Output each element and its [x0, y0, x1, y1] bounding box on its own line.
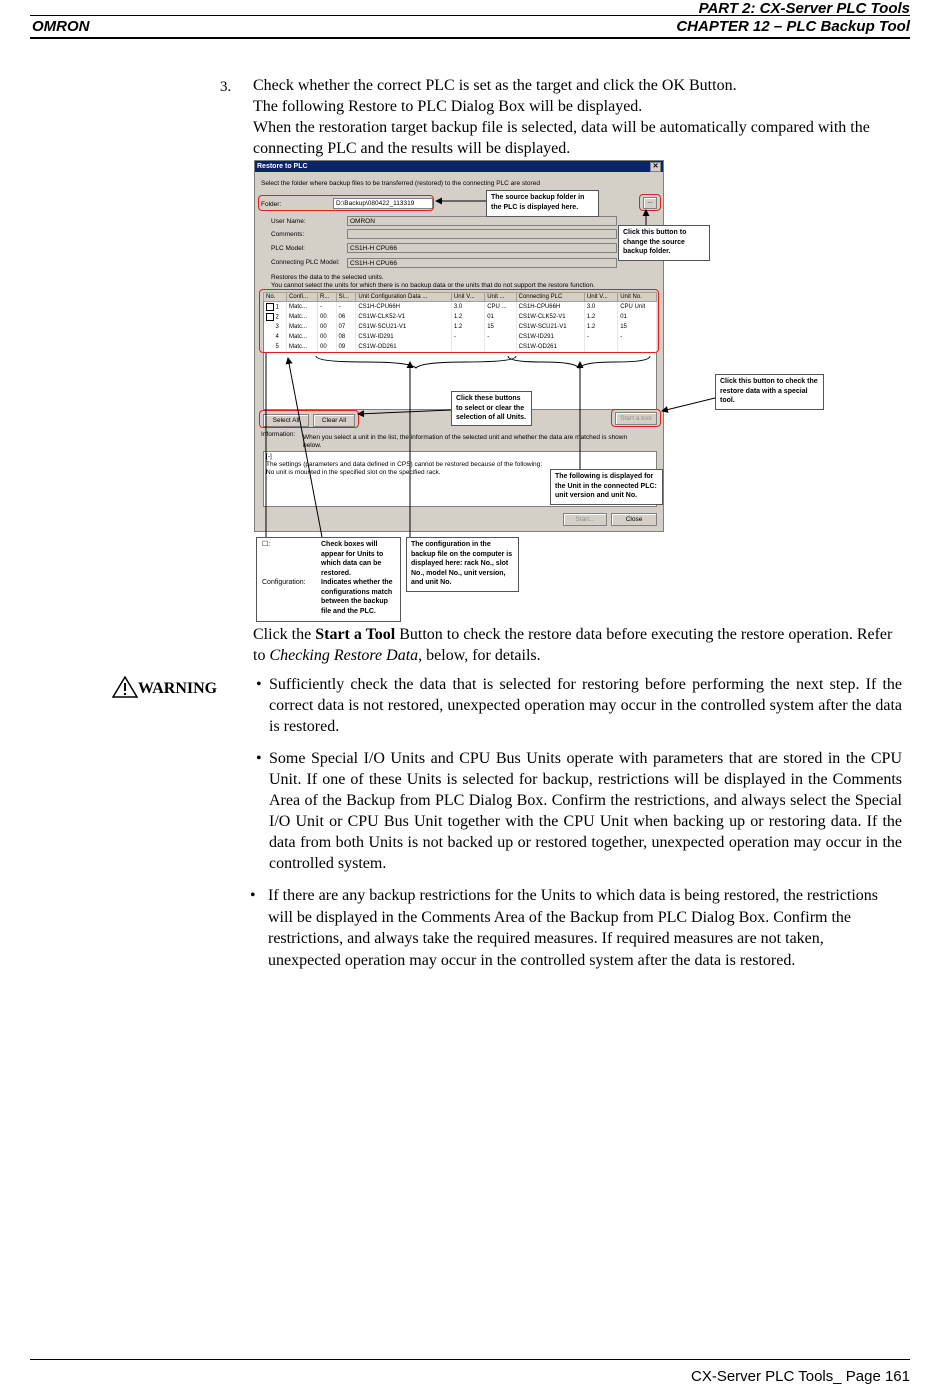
dialog-title: Restore to PLC	[257, 163, 308, 170]
select-all-button[interactable]: Select All	[263, 414, 309, 427]
column-header[interactable]: Unit Configuration Data ...	[356, 293, 452, 302]
table-cell: -	[336, 302, 356, 313]
column-header[interactable]: Unit V...	[584, 293, 617, 302]
table-cell: 00	[318, 312, 337, 322]
callout-change-folder: Click this button to change the source backup folder.	[618, 225, 710, 261]
legend-box	[256, 537, 401, 622]
warning-bullet-1	[256, 674, 902, 737]
info-line-1: [-]	[266, 453, 272, 460]
step-number: 3.	[220, 79, 232, 95]
table-cell: 1.2	[451, 322, 484, 332]
start-tool-paragraph	[253, 624, 903, 666]
plc-model-field: CS1H-H CPU66	[347, 243, 617, 253]
row-number: 3	[275, 324, 279, 330]
table-cell: CS1W-SCU21-V1	[356, 322, 452, 332]
user-name-label: User Name:	[271, 218, 306, 225]
table-cell: 06	[336, 312, 356, 322]
close-button[interactable]: Close	[611, 513, 657, 526]
arrow-select-clear	[358, 410, 451, 414]
table-cell: -	[318, 302, 337, 313]
table-cell: -	[451, 332, 484, 342]
warning-bullet-2	[256, 748, 902, 874]
header-chapter: CHAPTER 12 – PLC Backup Tool	[676, 18, 910, 35]
header-part: PART 2: CX-Server PLC Tools	[698, 0, 910, 17]
info-line-2: The settings (parameters and data defined in CPS) cannot be restored because of the following:	[266, 461, 543, 468]
table-cell: Matc...	[287, 332, 318, 342]
column-header[interactable]: Confi...	[287, 293, 318, 302]
bullet-icon: •	[256, 750, 262, 767]
step-line-2: The following Restore to PLC Dialog Box will be displayed.	[253, 98, 643, 115]
table-cell: 15	[618, 322, 657, 332]
table-cell: CS1W-SCU21-V1	[516, 322, 584, 332]
table-cell: -	[485, 332, 516, 342]
browse-button[interactable]: ...	[643, 197, 657, 209]
after-post: , below, for details.	[418, 647, 541, 664]
table-cell: 1.2	[584, 312, 617, 322]
table-cell: CS1H-CPU66H	[356, 302, 452, 313]
table-cell: 15	[485, 322, 516, 332]
folder-label: Folder:	[261, 201, 282, 208]
table-cell: 07	[336, 322, 356, 332]
connecting-model-field: CS1H-H CPU66	[347, 258, 617, 268]
callout-start-tool: Click this button to check the restore data with a special tool.	[715, 374, 824, 410]
warning-bullet-3	[250, 885, 890, 971]
legend-config-desc: Indicates whether the configurations match between the backup file and the PLC.	[321, 579, 393, 615]
legend-config-term: Configuration:	[262, 579, 306, 586]
warning-triangle-icon	[112, 676, 138, 698]
row-number: 2	[275, 314, 279, 321]
table-cell: Matc...	[287, 312, 318, 322]
table-cell: 08	[336, 332, 356, 342]
table-cell: CS1W-OD261	[516, 342, 584, 352]
callout-select-clear: Click these buttons to select or clear the selection of all Units.	[451, 391, 532, 426]
restore-note-2: You cannot select the units for which there is no backup data or the units that do not support the restore function.	[271, 282, 595, 289]
callout-connected-unit: The following is displayed for the Unit in the connected PLC: unit version and unit No.	[550, 469, 663, 505]
legend-checkbox-term: ☐:	[262, 541, 271, 548]
legend-checkbox-desc: Check boxes will appear for Units to which data can be restored.	[321, 541, 384, 577]
warning-bullet-3-text: If there are any backup restrictions for the Units to which data is being restored, the restrictions will be displayed in the Comments Area of the Backup from PLC Dialog Box. Confirm the restrictions, and always take the required measures. If required measures are not taken, unexpected operation may occur in the controlled system after the data is restored.	[268, 887, 879, 969]
callout-config-file: The configuration in the backup file on the computer is displayed here: rack No., slot No., model No., unit version, and unit No.	[406, 537, 519, 592]
table-cell: -	[584, 332, 617, 342]
footer-rule	[30, 1359, 910, 1360]
callout-source-folder: The source backup folder in the PLC is displayed here.	[486, 190, 599, 217]
footer-page: CX-Server PLC Tools_ Page 161	[690, 1368, 910, 1385]
warning-bullet-1-text: Sufficiently check the data that is selected for restoring before performing the next step. If the correct data is not restored, unexpected operation may occur in the controlled system after the data is restored.	[269, 676, 902, 735]
table-cell: 01	[618, 312, 657, 322]
table-cell: CS1W-CLK52-V1	[356, 312, 452, 322]
arrow-start-tool	[662, 398, 715, 411]
start-button[interactable]: Start...	[563, 513, 607, 526]
column-header[interactable]: Connecting PLC	[516, 293, 584, 302]
step-line-3: When the restoration target backup file is selected, data will be automatically compared with the connecting PLC and the results will be displayed.	[253, 119, 870, 157]
column-header[interactable]: No.	[264, 293, 287, 302]
table-cell: 00	[318, 342, 337, 352]
column-header[interactable]: Unit No.	[618, 293, 657, 302]
row-number: 1	[275, 304, 279, 311]
header-brand: OMRON	[32, 18, 90, 35]
after-bold: Start a Tool	[315, 626, 396, 643]
dialog-instruction: Select the folder where backup files to be transferred (restored) to the connecting PLC are stored	[261, 180, 540, 187]
table-cell: CS1W-CLK52-V1	[516, 312, 584, 322]
table-cell: 1.2	[584, 322, 617, 332]
column-header[interactable]: Unit ...	[485, 293, 516, 302]
arrow-checkbox	[288, 358, 322, 537]
table-cell: CS1W-ID291	[516, 332, 584, 342]
table-cell: 3.0	[584, 302, 617, 313]
table-cell: CS1W-ID291	[356, 332, 452, 342]
restore-note-1: Restores the data to the selected units.	[271, 274, 384, 281]
warning-label-block	[112, 676, 217, 698]
table-cell: 1.2	[451, 312, 484, 322]
column-header[interactable]: Sl...	[336, 293, 356, 302]
table-cell: 09	[336, 342, 356, 352]
table-cell: CS1H-CPU66H	[516, 302, 584, 313]
warning-bullet-2-text: Some Special I/O Units and CPU Bus Units operate with parameters that are stored in the CPU Unit. If one of these Units is selected for backup, restrictions will be displayed in the Comments Area of the Backup from PLC Dialog Box. Confirm the restrictions, and always select the Special I/O Unit or CPU Bus Unit together with the CPU Unit when backing up or restoring data. If the data from both Units is not backed up or restored together, unexpected operation may occur in the controlled system.	[269, 750, 902, 872]
table-cell: 3.0	[451, 302, 484, 313]
information-text: When you select a unit in the list, the information of the selected unit and whether the data are matched is shown below.	[303, 434, 628, 449]
bullet-icon: •	[256, 676, 262, 693]
table-cell: Matc...	[287, 342, 318, 352]
row-number: 5	[275, 344, 279, 350]
user-name-field: OMRON	[347, 216, 617, 226]
comments-label: Comments:	[271, 231, 305, 238]
table-cell: CPU Unit	[618, 302, 657, 313]
table-cell: CS1W-OD261	[356, 342, 452, 352]
table-cell: Matc...	[287, 322, 318, 332]
warning-label: WARNING	[138, 680, 218, 697]
brace-connecting-plc	[508, 356, 650, 368]
start-tool-button[interactable]: Start a tool	[615, 412, 657, 425]
after-italic: Checking Restore Data	[269, 647, 419, 664]
info-line-3: No unit is mounted in the specified slot on the specified rack.	[266, 469, 441, 476]
table-cell: Matc...	[287, 302, 318, 313]
table-cell: 00	[318, 332, 337, 342]
table-cell: 01	[485, 312, 516, 322]
table-cell: CPU ...	[485, 302, 516, 313]
step-line-1: Check whether the correct PLC is set as the target and click the OK Button.	[253, 77, 737, 94]
folder-field[interactable]: D:\Backup\080422_113319	[333, 198, 433, 209]
information-label: Information:	[261, 431, 296, 438]
column-header[interactable]: R...	[318, 293, 337, 302]
row-number: 4	[275, 334, 279, 340]
brace-backup-config	[316, 356, 516, 368]
close-icon[interactable]: ✕	[650, 162, 661, 172]
plc-model-label: PLC Model:	[271, 245, 305, 252]
after-mid: Button to check the restore data before executing the restore operation. Refer to	[253, 626, 893, 664]
clear-all-button[interactable]: Clear All	[313, 414, 355, 427]
table-cell: 00	[318, 322, 337, 332]
column-header[interactable]: Unit V...	[451, 293, 484, 302]
after-pre: Click the	[253, 626, 316, 643]
table-cell: -	[618, 332, 657, 342]
connecting-model-label: Connecting PLC Model:	[271, 259, 340, 266]
bullet-icon: •	[250, 887, 256, 904]
